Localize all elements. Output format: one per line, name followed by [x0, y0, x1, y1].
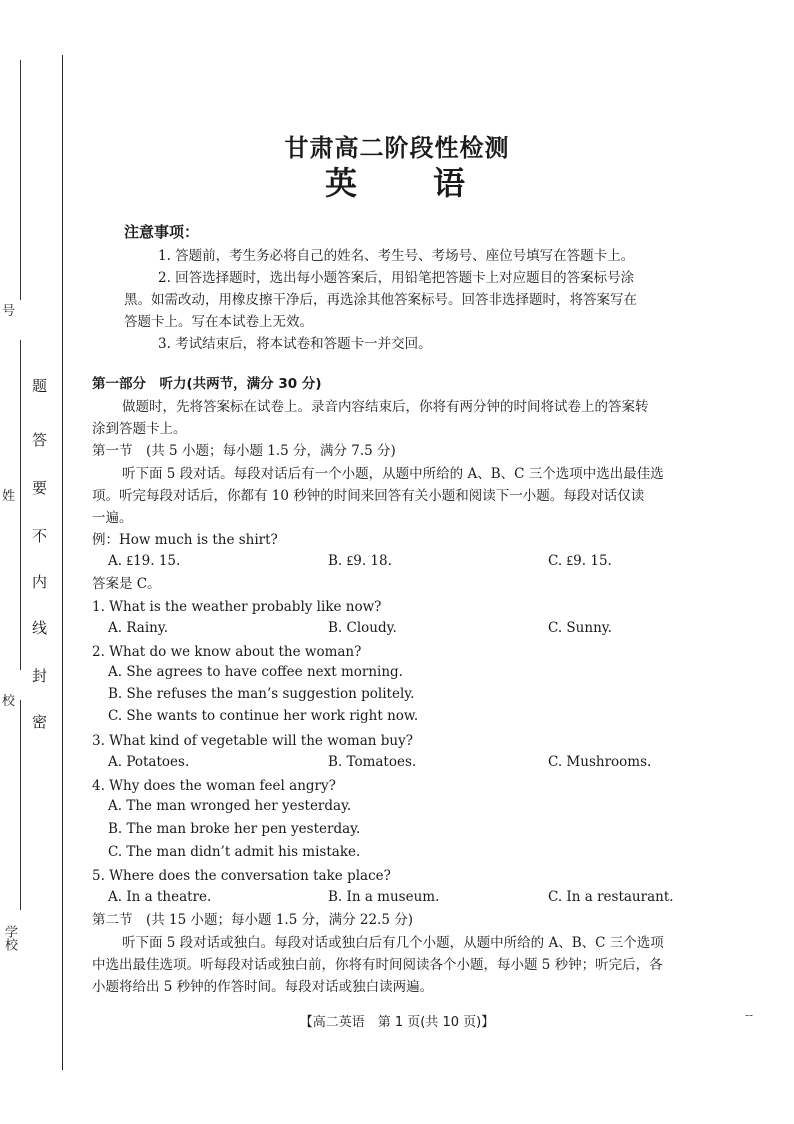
example-option-a: A. ₤19. 15. [108, 553, 181, 569]
question-2: 2. What do we know about the woman? [92, 644, 362, 660]
question-4-option-a: A. The man wronged her yesterday. [108, 798, 352, 814]
margin-label: 封 [32, 667, 48, 685]
question-2-option-b: B. She refuses the man’s suggestion politely. [108, 686, 415, 702]
margin-stub-number: 号 [2, 304, 16, 319]
part1-heading: 第一部分 听力(共两节，满分 30 分) [92, 376, 322, 392]
part1-intro-line: 做题时，先将答案标在试卷上。录音内容结束后，你将有两分钟的时间将试卷上的答案转 [122, 399, 649, 415]
section1-heading: 第一节 (共 5 小题；每小题 1.5 分，满分 7.5 分) [92, 443, 396, 459]
subject-title: 英 语 [324, 164, 469, 202]
question-5-option-a: A. In a theatre. [108, 889, 212, 905]
question-3-option-c: C. Mushrooms. [548, 754, 652, 770]
margin-label: 线 [32, 619, 48, 637]
question-2-option-c: C. She wants to continue her work right now. [108, 708, 419, 724]
question-1-option-c: C. Sunny. [548, 620, 612, 636]
question-5-option-b: B. In a museum. [328, 889, 440, 905]
question-4: 4. Why does the woman feel angry? [92, 778, 336, 794]
footer-mark: -- [745, 1008, 754, 1022]
notice-line: 3. 考试结束后，将本试卷和答题卡一并交回。 [158, 336, 432, 352]
part1-intro-line: 涂到答题卡上。 [92, 421, 187, 437]
margin-label: 不 [32, 527, 48, 545]
example-option-b: B. ₤9. 18. [328, 553, 392, 569]
margin-stub-class: 校 [2, 694, 16, 709]
margin-stub-school: 学校 [2, 925, 17, 951]
section2-instruction: 中选出最佳选项。听每段对话或独白前，你将有时间阅读各个小题，每小题 5 秒钟；听完后，各 [92, 957, 663, 973]
notice-line: 答题卡上。写在本试卷上无效。 [124, 314, 313, 330]
notice-line: 黑。如需改动，用橡皮擦干净后，再选涂其他答案标号。回答非选择题时，将答案写在 [124, 292, 637, 308]
notice-line: 2. 回答选择题时，选出每小题答案后，用铅笔把答题卡上对应题目的答案标号涂 [158, 270, 635, 286]
question-3-option-b: B. Tomatoes. [328, 754, 417, 770]
example-option-c: C. ₤9. 15. [548, 553, 612, 569]
margin-rule-mid [20, 340, 21, 670]
margin-label: 要 [32, 479, 48, 497]
question-1: 1. What is the weather probably like now? [92, 599, 382, 615]
example-answer: 答案是 C。 [92, 576, 161, 592]
question-2-option-a: A. She agrees to have coffee next morning. [108, 664, 403, 680]
section2-instruction: 听下面 5 段对话或独白。每段对话或独白后有几个小题，从题中所给的 A、B、C 三个选项 [122, 935, 664, 951]
margin-label: 内 [32, 573, 48, 591]
example-question: 例：How much is the shirt? [92, 532, 278, 548]
question-3-option-a: A. Potatoes. [108, 754, 190, 770]
question-1-option-b: B. Cloudy. [328, 620, 397, 636]
question-5: 5. Where does the conversation take place? [92, 868, 391, 884]
question-4-option-c: C. The man didn’t admit his mistake. [108, 844, 361, 860]
margin-label: 答 [32, 431, 48, 449]
section1-instruction: 听下面 5 段对话。每段对话后有一个小题，从题中所给的 A、B、C 三个选项中选出最佳选 [122, 466, 664, 482]
section2-instruction: 小题将给出 5 秒钟的作答时间。每段对话或独白读两遍。 [92, 979, 434, 995]
binding-line [62, 55, 63, 1070]
margin-stub-name: 姓 [2, 489, 16, 504]
question-5-option-c: C. In a restaurant. [548, 889, 674, 905]
margin-rule-bottom [20, 700, 21, 910]
question-1-option-a: A. Rainy. [108, 620, 168, 636]
notice-heading: 注意事项： [124, 223, 200, 241]
exam-title: 甘肃高二阶段性检测 [284, 134, 510, 162]
section1-instruction: 项。听完每段对话后，你都有 10 秒钟的时间来回答有关小题和阅读下一小题。每段对话仅读 [92, 488, 645, 504]
section2-heading: 第二节 (共 15 小题；每小题 1.5 分，满分 22.5 分) [92, 912, 413, 928]
question-3: 3. What kind of vegetable will the woman buy? [92, 733, 413, 749]
margin-label: 题 [32, 377, 48, 395]
notice-line: 1. 答题前，考生务必将自己的姓名、考生号、考场号、座位号填写在答题卡上。 [158, 248, 635, 264]
page-footer: 【高二英语 第 1 页(共 10 页)】 [299, 1015, 495, 1030]
section1-instruction: 一遍。 [92, 510, 133, 526]
question-4-option-b: B. The man broke her pen yesterday. [108, 821, 361, 837]
margin-label: 密 [32, 713, 48, 731]
